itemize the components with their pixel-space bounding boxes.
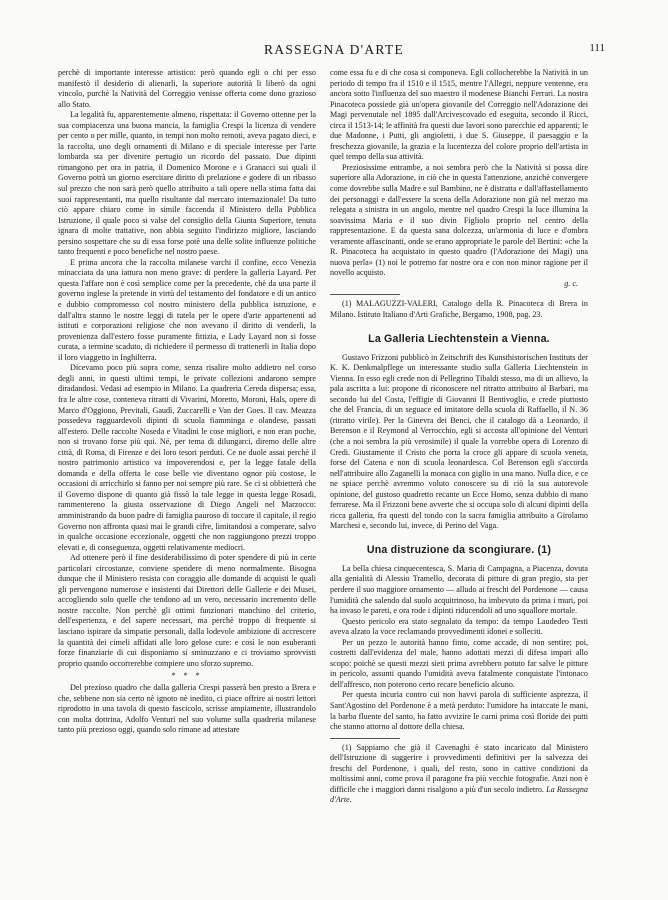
author-initials: g. c. (564, 278, 578, 288)
footnote-marker: (1) (537, 543, 552, 556)
paragraph: perchè di importante interesse artistico: però quando egli o chi per esso manifestò il desiderio di alienarli, la superiore autorità li liberò da ogni vincolo, purchè la Natività del Correggio venisse offerta come dono grazioso allo Stato. (58, 68, 316, 109)
footnote-rule (330, 738, 400, 739)
paragraph: E prima ancora che la raccolta milanese varchi il confine, ecco Venezia minacciata da una iattura non meno grave: di perdere la galleria Layard. Per questa l'affare non è così semplice come per la precedente, chè da una parte il governo inglese la pretende in virtù del testamento del fondatore e di un antico e dubbio compromesso col nostro ministero della pubblica istruzione, e dall'altra stanno le nostre leggi di tutela per le opere d'arte appartenenti ad istituti e corporazioni religiose che non avevano il diritto di venderli, la provenienza dall'estero fosse puramente fittizia, e Lady Layard non si fosse curata, a termine scaduto, di richiedere il permesso di trattenerli in Italia dopo il loro viaggetto in Inghilterra. (58, 257, 316, 362)
footnote-text: (1) Sappiamo che già il Cavenaghi è stato incaricato dal Ministero dell'Istruzione di suggerire i provvedimenti definitivi per la salvezza dei freschi del Pordenone, i quali, del resto, sono in cattive condizioni da moltissimi anni, come prova il paragone fra più vecchie fotografie. Anzi non è difficile che i maggiori danni risalgono a più d'un secolo indietro. (330, 742, 588, 794)
paragraph: Del prezioso quadro che dalla galleria Crespi passerà ben presto a Brera e che, sebbene non sia certo nè ignoto nè inedito, ci piace offrire ai nostri lettori riprodotto in una tavola di questo fascicolo, scrisse ampiamente, illustrandolo con molta dottrina, Adolfo Venturi nel suo volume sulla quadreria milanese tanto più prezioso oggi, quando solo rimane ad attestare (58, 683, 316, 735)
paragraph: Per un pezzo le autorità hanno finto, come accade, di non sentire; poi, costretti dall'evidenza del male, hanno adottati mezzi di difesa impari allo scopo: poichè se questi mezzi sieti prima avrebbero potuto far salve le pitture in pericolo, assunti quando l'umidità aveva fatalmente conquistate l'intonaco dell'affresco, non poterono certo recare beneficio alcuno. (330, 637, 588, 689)
page-number: 111 (589, 42, 605, 54)
running-header-title: RASSEGNA D'ARTE (263, 42, 404, 57)
section-separator: * * * (171, 671, 203, 681)
right-column (330, 68, 588, 868)
paragraph: Questo pericolo era stato segnalato da tempo: da tempo Laudedeo Testi aveva alzato la voce reclamando provvedimenti idonei e solleciti. (330, 616, 588, 637)
paragraph: La bella chiesa cinquecentesca, S. Maria di Campagna, a Piacenza, dovuta alla genialità di Alessio Tramello, decorata di pitture di gran pregio, sta per perdere il suo maggiore ornamento — alludo ai freschi del Pordenone — causa l'umidità che salendo dal suolo acquitrinoso, ha imbevuto da prima i muri, poi ha invaso le pareti, e ora rode i dipinti riducendoli ad uno squallore mortale. (330, 563, 588, 616)
footnote: (1) MALAGUZZI-VALERI, Catalogo della R. Pinacoteca di Brera in Milano. Istituto Italiano d'Arti Grafiche, Bergamo, 1908, pag. 23. (330, 299, 588, 320)
footnote (330, 743, 588, 806)
section-heading-text: Una distruzione da scongiurare. (366, 543, 535, 556)
paragraph: La legalità fu, apparentemente almeno, rispettata: il Governo ottenne per la sua compiacenza una buona mancia, la famiglia Crespi la licenza di vendere per cento o per mille, quanto, in tempi non molto remoti, aveva pagato dieci, e la raccolta, uno degli ornamenti di Milano e di speciale interesse per l'arte lombarda sta per divenire pertugio un ricordo del passato. Due dipinti rimangono per ora in patria, il Domenico Morone e i Granacci sui quali il Governo potrà un giorno esercitare diritto di prelazione e godere di un ribasso sul prezzo che non sarà però quello attribuito a tali opere nella stima fatta dai suoi rappresentanti, ma quello risultante dal mercato internazionale! Da tutto ciò appare chiaro come in simile faccenda il Ministero della Pubblica Istruzione, il quale poco si valse del consiglio della Giunta Superiore, tenuta ignara di molte trattative, non abbia seguito l'indirizzo migliore, lasciando persino sospettare che su di essa forse potè una delle solite influenze politiche tanto frequenti e poco benefiche nel nostro paese. (58, 110, 316, 257)
paragraph: come essa fu e di che cosa si componeva. Egli collocherebbe la Natività in un periodo di tempo fra il 1510 e il 1515, mentre l'Allegri, neppure ventenne, era ancora sotto l'influenza del suo maestro il modenese Bianchi Ferrari. La nostra Pinacoteca possiede già un'opera giovanile del Correggio nell'Adorazione dei Magi pervenutale nel 1895 dall'Arcivescovado ed eseguita, secondo il Ricci, circa il 1513-14; le affinità fra questi due lavori sono parecchie ed apparenti; le due Madonne, i Putti, gli angioletti, i due S. Giuseppe, il paesaggio e la freschezza giovanile, la grazia e la lucentezza del colore proprio dell'artista in quel tempo della sua attività. (330, 68, 588, 162)
left-column (58, 68, 316, 858)
section-heading: La Galleria Liechtenstein a Vienna. (368, 332, 550, 345)
footnote-rule (330, 294, 400, 295)
paragraph: Ad ottenere però il fine desiderabilissimo di poter spendere di più in certe particolari circostanze, conviene spendere di meno normalmente. Bisogna dunque che il Ministero resista con coraggio alle domande di acquisti le quali gli pervengono numerose e insistenti dai Direttori delle Gallerie e dei Musei, accogliendo solo quelle che tendono ad un vero, necessario incremento delle nostre raccolte. Non perchè gli ottimi funzionari manchino del criterio, dell'esperienza, e del sapere necessari, ma perchè troppo di frequente si lasciano ispirare da simpatie personali, dalla lodevole ambizione di accrescere la quantità dei cimeli affidati alle loro gelose cure: e così le non esuberanti forze finanziarie di cui disponiamo si sminuzzano e ci troviamo sprovvisti proprio quando occorrerebbe compiere uno sforzo supremo. (58, 553, 316, 668)
footnote-signature: La Rassegna d'Arte. (330, 784, 588, 805)
paragraph: Per questa incuria contro cui non havvi parola di sufficiente asprezza, il Sant'Agostino del Pordenone è a metà perduto: l'umidore ha intaccate le mani, la barba fluente del santo, ha fatto avvizire le carni prima così floride dei putti che stanno attorno al dottore della chiesa. (330, 690, 588, 732)
paragraph: Dicevamo poco più sopra come, senza risalire molto addietro nel corso degli anni, in questi ultimi tempi, le private collezioni andarono sempre diradandosi. Vedasi ad esempio in Milano. La quadreria Cereda dispersa; essa, fra le altre cose, conteneva ritratti di Vivarini, Moretto, Moroni, Hals, opere di Marco d'Oggiono, Previtali, Gaudì, Zuccarelli e Van der Goes. Il cav. Meazza possedeva ragguardevoli dipinti di scuola fiamminga e olandese, passati all'estero. Delle raccolte Noseda e Vitadini le cose migliori, e non eran poche, non si trovano forse più qui. Né, per tema di dilungarci, diremo delle altre città, di Roma, di Firenze e dei loro tesori perduti. Ce ne duole assai perchè il nostro patrimonio artistico va impoverendosi e, per la legge fatale della domanda e della offerta le cose belle vie diventano ognor più costose, le occasioni di arricchirlo si fanno per noi sempre più rare. Se ci si obbietterà che il Governo dispone di quanto già fissò la tale legge in questa legge Rosadi, rammentereno la giusta osservazione di Diego Angeli nel Marzocco: amministrando da buon padre di famiglia pauroso di toccare il capitale, il regio Governo non affronta quasi mai le grandi cifre, limitandosi a comperare, salvo in qualche occasione eccezionale, oggetti che non raggiungono prezzi troppo elevati e, di conseguenza, oggetti relativamente mediocri. (58, 363, 316, 552)
paragraph: Preziosissime entrambe, a noi sembra però che la Natività si possa dire superiore alla Adorazione, in ciò che in questa l'attenzione, anzichè convergere come dovrebbe sulla Madre e sul Bambino, ne è distratta e dall'affastellamento dei personaggi e dall'essere la scena della Adorazione non già nel mezzo ma relegata a sinistra in un angolo, mentre nel quadro Crespi la luce illumina la soavissima Maria e il suo divin Figliolo proprio nel centro della rappresentazione. E da questa sana dolcezza, un'armonia di luce e d'ombra veramente affascinanti, onde se erano appropriate le parole del Bertini: «che la R. Pinacoteca ha acquistato in questo quadro (l'Adorazione dei Magi) una nuova perla» (1) noi le potremo far nostre ora e con non minor ragione per il novello acquisto. (330, 162, 588, 278)
paragraph: Gustavo Frizzoni pubblicò in Zeitschrift des Kunsthistorischen Instituts der K. K. Denkmalpflege un interessante studio sulla Galleria Liechtenstein in Vienna. In esso egli crede non di Pellegrino Tibaldi stesso, ma di un allievo, la pala ascritta a lui: propone di riconoscere nel ritratto attribuito al Barbari, ma secondo lui del Costa, l'effigie di Giovanni II Bentivoglio, e crede piuttosto che del Francia, di un seguace ed imitatore della scuola di Raffaello, il N. 36 (ritratto virile). Per la Ginevra dei Benci, che il catalogo dà a Leonardo, il Berenson e il Reymond al Verrocchio, egli si accosta all'opinione del Venturi (che a noi sembra la più verosimile) il quale la vorrebbe opera di Lorenzo di Credi. Giustamente il Cristo che porta la croce gli appare di scuola veneta, forse del Catena e non di scuola leonardesca. Col Berenson egli s'accorda nell'attribuire allo Zaganelli la monaca con giglio in una mano. Nulla dice, e ce ne spiace perchè avremmo voluto conoscere su di ciò la sua autorevole opinione, del gustoso quadretto recante un Ecce Homo, senza dubbio di mano ferrarese. Ma il Frizzoni bene avverte che si occupa solo di alcuni dipinti della ricca galleria, fra questi del tondo con la sacra famiglia attribuito a Girolamo Marchesi e, secondo lui, invece, di Perino del Vaga. (330, 352, 588, 531)
section-heading (330, 544, 588, 556)
